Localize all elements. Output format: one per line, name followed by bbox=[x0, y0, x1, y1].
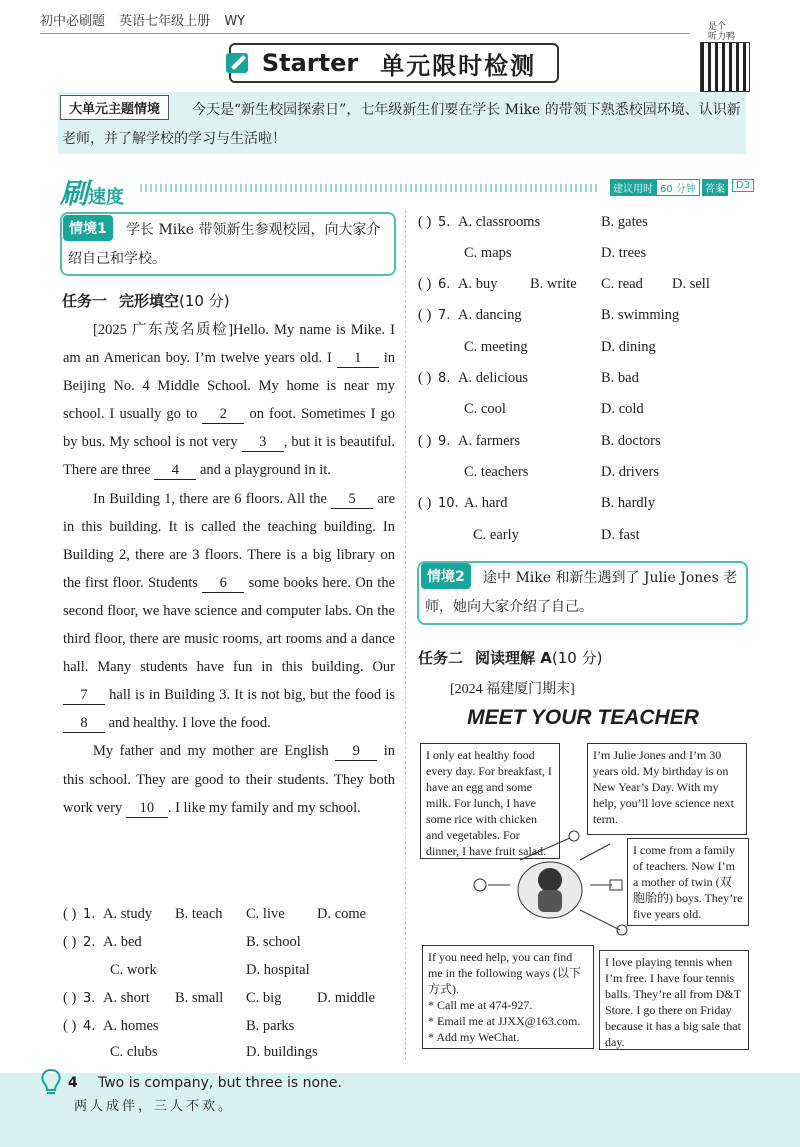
option-d[interactable]: D. drivers bbox=[601, 464, 659, 480]
question-7 bbox=[418, 307, 680, 324]
option-c[interactable]: C. live bbox=[246, 906, 285, 922]
dotted-divider bbox=[140, 184, 600, 192]
task-1-name: 完形填空 bbox=[119, 292, 180, 310]
column-divider bbox=[405, 210, 406, 1060]
passage-text: In Building 1, there are 6 floors. All the bbox=[93, 490, 327, 507]
task-1-score: (10 分) bbox=[179, 292, 230, 310]
option-d[interactable]: D. fast bbox=[601, 527, 640, 543]
blank-4[interactable]: 4 bbox=[154, 461, 196, 480]
qr-label-line-1: 是个 bbox=[708, 22, 727, 32]
option-d[interactable]: D. hospital bbox=[246, 962, 310, 978]
option-b[interactable]: B. swimming bbox=[601, 307, 680, 323]
option-d[interactable]: D. buildings bbox=[246, 1044, 318, 1060]
option-d[interactable]: D. trees bbox=[601, 245, 647, 261]
contact-phone: * Call me at 474-927. bbox=[428, 998, 533, 1012]
time-label: 建议用时 bbox=[610, 179, 656, 196]
option-b[interactable]: B. teach bbox=[175, 906, 223, 922]
question-number: 6. bbox=[438, 277, 451, 292]
task-1-title: 任务一 bbox=[62, 292, 108, 310]
lightbulb-icon bbox=[38, 1068, 64, 1096]
running-header bbox=[40, 10, 255, 29]
question-number: 7. bbox=[438, 308, 451, 323]
passage-text: in this school. They are good to their students. They both work very bbox=[63, 743, 396, 816]
option-c[interactable]: C. meeting bbox=[464, 339, 528, 355]
title-english: Starter bbox=[261, 49, 359, 77]
question-5 bbox=[418, 214, 648, 231]
speed-small: 速度 bbox=[88, 187, 125, 208]
answer-paren[interactable]: ( ) bbox=[418, 276, 432, 292]
option-a[interactable]: A. dancing bbox=[458, 307, 522, 323]
option-b[interactable]: B. gates bbox=[601, 214, 648, 230]
blank-5[interactable]: 5 bbox=[331, 490, 373, 509]
scene-2-tag: 情境2 bbox=[421, 563, 471, 589]
option-a[interactable]: A. study bbox=[103, 906, 153, 922]
option-a[interactable]: A. homes bbox=[103, 1018, 159, 1034]
scene-1-tag: 情境1 bbox=[63, 215, 113, 241]
info-card-diet: I only eat healthy food every day. For breakfast, I have an egg and some milk. For lunch, I have some rice with chicken and vegetables. For dinner, I have fruit salad. bbox=[420, 743, 560, 859]
header-rule bbox=[40, 33, 690, 34]
option-d[interactable]: D. middle bbox=[317, 990, 375, 1006]
option-c[interactable]: C. clubs bbox=[110, 1044, 158, 1060]
passage-text: are in this building. It is called the teaching building. In Building 2, there are 3 floors. There is a big library on the first floor. Students bbox=[63, 490, 396, 591]
blank-1[interactable]: 1 bbox=[337, 349, 379, 368]
blank-2[interactable]: 2 bbox=[202, 405, 244, 424]
answer-paren[interactable]: ( ) bbox=[418, 495, 432, 511]
contact-intro: If you need help, you can find me in the following ways (以下方式). bbox=[428, 950, 581, 996]
answer-paren[interactable]: ( ) bbox=[418, 214, 432, 230]
option-d[interactable]: D. sell bbox=[672, 276, 710, 292]
proverb-chinese: 两人成伴，三人不欢。 bbox=[74, 1099, 235, 1114]
passage-text: and healthy. I love the food. bbox=[108, 715, 271, 732]
option-a[interactable]: A. farmers bbox=[458, 433, 521, 449]
task-2-heading bbox=[418, 647, 602, 668]
passage-text: My father and my mother are English bbox=[93, 743, 329, 760]
passage-text: hall is in Building 3. It is not big, but the food is bbox=[109, 687, 396, 704]
option-a[interactable]: A. hard bbox=[464, 495, 508, 511]
answer-paren[interactable]: ( ) bbox=[418, 370, 432, 386]
qr-label bbox=[708, 22, 735, 42]
question-number: 4. bbox=[83, 1019, 96, 1034]
qr-code-icon[interactable] bbox=[700, 42, 750, 92]
contact-wechat: * Add my WeChat. bbox=[428, 1030, 520, 1044]
answer-paren[interactable]: ( ) bbox=[63, 934, 77, 950]
question-number: 2. bbox=[83, 935, 96, 950]
info-card-hobby: I love playing tennis when I’m free. I have four tennis balls. They’re all from D&T Store. I go there on Friday because it has a big sale that day. bbox=[599, 950, 749, 1050]
passage-text: Hello. My name is Mike. I am an American boy. I’m twelve years old. I bbox=[63, 322, 395, 367]
info-card-contact bbox=[422, 945, 594, 1049]
option-b[interactable]: B. parks bbox=[246, 1018, 295, 1034]
answer-paren[interactable]: ( ) bbox=[63, 906, 77, 922]
question-2 bbox=[63, 934, 301, 951]
scene-2-text: 途中 Mike 和新生遇到了 Julie Jones 老师，她向大家介绍了自己。 bbox=[425, 570, 738, 615]
subject-name: 英语七年级上册 bbox=[119, 14, 211, 29]
theme-text: 今天是“新生校园探索日”，七年级新生们要在学长 Mike 的带领下熟悉校园环境、认识新老师，并了解学校的学习与生活啦！ bbox=[62, 102, 741, 147]
passage-text: , but it is beautiful. There are three bbox=[63, 434, 396, 479]
passage-source: [2025 广东茂名质检] bbox=[93, 322, 234, 338]
speed-heading bbox=[60, 172, 124, 212]
passage-text: . I like my family and my school. bbox=[167, 799, 361, 816]
info-card-family: I come from a family of teachers. Now I’m a mother of twin (双胞胎的) boys. They’re five years old. bbox=[627, 838, 749, 926]
pencil-book-icon bbox=[223, 47, 253, 77]
question-number: 3. bbox=[83, 991, 96, 1006]
option-b[interactable]: B. doctors bbox=[601, 433, 661, 449]
passage-paragraph-2 bbox=[63, 485, 395, 738]
option-a[interactable]: A. bed bbox=[103, 934, 142, 950]
passage-text: and a playground in it. bbox=[200, 462, 331, 479]
option-a[interactable]: A. short bbox=[103, 990, 150, 1006]
option-d[interactable]: D. dining bbox=[601, 339, 656, 355]
passage-text: some books here. On the second floor, we have science and computer labs. On the third floor, there are music rooms, art rooms and a dance hall. Many students have fun in this building. Our bbox=[63, 574, 396, 676]
option-c[interactable]: C. maps bbox=[464, 245, 512, 261]
option-d[interactable]: D. come bbox=[317, 906, 367, 922]
option-b[interactable]: B. small bbox=[175, 990, 224, 1006]
answer-label: 答案 bbox=[702, 179, 728, 196]
proverb-english: Two is company, but three is none. bbox=[98, 1075, 342, 1091]
option-a[interactable]: A. buy bbox=[458, 276, 498, 292]
question-3 bbox=[63, 990, 375, 1007]
passage-paragraph-3 bbox=[63, 737, 395, 821]
answer-paren[interactable]: ( ) bbox=[418, 433, 432, 449]
option-c[interactable]: C. cool bbox=[464, 401, 506, 417]
question-6 bbox=[418, 276, 710, 293]
cloze-passage bbox=[63, 316, 395, 822]
passage-text: in Beijing No. 4 Middle School. My home is near my school. I usually go to bbox=[63, 350, 396, 423]
question-10 bbox=[418, 495, 655, 512]
qr-label-line-2: 听力鸭 bbox=[708, 32, 736, 42]
info-card-intro: I’m Julie Jones and I’m 30 years old. My birthday is on New Year’s Day. With my help, you’ll love science next term. bbox=[587, 743, 747, 835]
option-a[interactable]: A. classrooms bbox=[458, 214, 541, 230]
task-2-title: 任务二 bbox=[418, 649, 464, 667]
task-2-name: 阅读理解 A bbox=[475, 649, 552, 667]
blank-3[interactable]: 3 bbox=[242, 433, 284, 452]
page-number: 4 bbox=[68, 1075, 78, 1091]
blank-7[interactable]: 7 bbox=[63, 686, 105, 705]
scene-1-text: 学长 Mike 带领新生参观校园，向大家介绍自己和学校。 bbox=[68, 222, 381, 267]
question-1 bbox=[63, 906, 367, 923]
question-number: 1. bbox=[83, 907, 96, 922]
question-number: 5. bbox=[438, 215, 451, 230]
teacher-illustration bbox=[470, 830, 630, 940]
question-number: 9. bbox=[438, 434, 451, 449]
question-9 bbox=[418, 433, 661, 450]
option-b[interactable]: B. write bbox=[530, 276, 577, 292]
task-1-heading bbox=[62, 290, 230, 311]
time-value: 60 分钟 bbox=[656, 179, 700, 196]
blank-6[interactable]: 6 bbox=[202, 574, 244, 593]
question-8 bbox=[418, 370, 639, 387]
task-2-score: (10 分) bbox=[551, 649, 603, 667]
answer-paren[interactable]: ( ) bbox=[418, 307, 432, 323]
task-2-source: [2024 福建厦门期末] bbox=[450, 682, 575, 697]
blank-10[interactable]: 10 bbox=[126, 799, 168, 818]
theme-tag: 大单元主题情境 bbox=[60, 95, 169, 120]
meet-teacher-title: MEET YOUR TEACHER bbox=[467, 706, 699, 729]
unit-title bbox=[229, 43, 559, 83]
question-number: 8. bbox=[438, 371, 451, 386]
option-c[interactable]: C. teachers bbox=[464, 464, 529, 480]
book-name: 初中必刷题 bbox=[40, 14, 106, 29]
edition-name: WY bbox=[224, 14, 246, 29]
answer-value: D3 bbox=[732, 179, 754, 192]
answer-paren[interactable]: ( ) bbox=[63, 1018, 77, 1034]
answer-paren[interactable]: ( ) bbox=[63, 990, 77, 1006]
contact-email: * Email me at JJXX@163.com. bbox=[428, 1014, 581, 1028]
option-b[interactable]: B. school bbox=[246, 934, 301, 950]
passage-paragraph-1 bbox=[63, 316, 395, 485]
option-b[interactable]: B. bad bbox=[601, 370, 639, 386]
question-number: 10. bbox=[438, 496, 459, 511]
title-chinese: 单元限时检测 bbox=[380, 51, 537, 80]
speed-big: 刷 bbox=[60, 177, 89, 210]
option-a[interactable]: A. delicious bbox=[458, 370, 529, 386]
option-c[interactable]: C. work bbox=[110, 962, 157, 978]
blank-8[interactable]: 8 bbox=[63, 714, 105, 733]
question-4 bbox=[63, 1018, 295, 1035]
passage-text: on foot. Sometimes I go by bus. My school is not very bbox=[63, 406, 395, 451]
blank-9[interactable]: 9 bbox=[335, 742, 377, 761]
option-c[interactable]: C. read bbox=[601, 276, 643, 292]
option-c[interactable]: C. big bbox=[246, 990, 282, 1006]
option-c[interactable]: C. early bbox=[473, 527, 519, 543]
option-b[interactable]: B. hardly bbox=[601, 495, 655, 511]
option-d[interactable]: D. cold bbox=[601, 401, 644, 417]
